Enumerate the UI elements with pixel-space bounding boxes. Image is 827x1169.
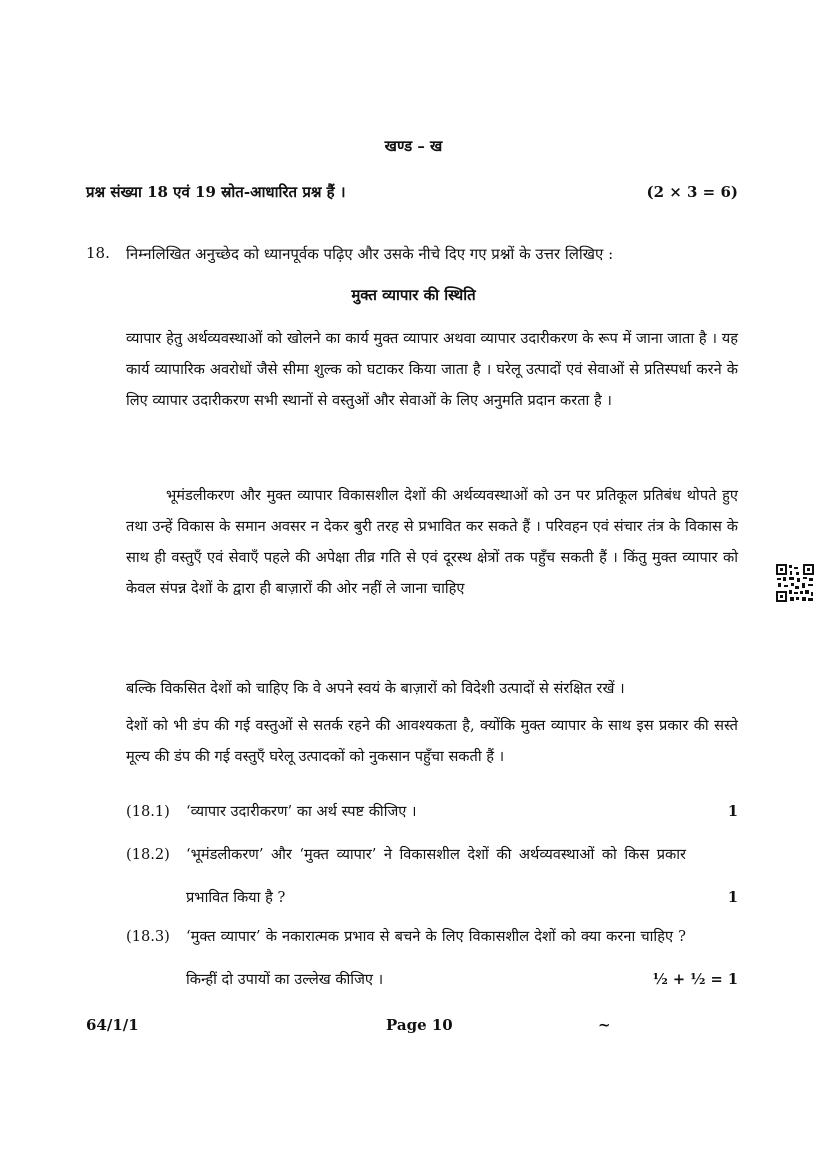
subquestion-number: (18.1) — [126, 803, 170, 820]
subquestion-18-2 — [126, 833, 738, 919]
passage-paragraph-4: देशों को भी डंप की गई वस्तुओं से सतर्क रहने की आवश्यकता है, क्योंकि मुक्त व्यापार के साथ इस प्रकार की सस्ते मूल्य की डंप की गई वस्तुएँ घरेलू उत्पादकों को नुकसान पहुँचा सकती हैं । — [126, 717, 738, 765]
section-title: खण्ड – ख — [384, 137, 443, 155]
page-number: Page 10 — [386, 1016, 453, 1034]
question-number: 18. — [86, 244, 110, 262]
subquestion-text: ‘मुक्त व्यापार’ के नकारात्मक प्रभाव से बचने के लिए विकासशील देशों को क्या करना चाहिए ? किन्हीं दो उपायों का उल्लेख कीजिए । — [186, 928, 686, 988]
subquestion-18-3 — [126, 915, 738, 1001]
instructions-row — [86, 180, 738, 204]
passage-paragraph-2: भूमंडलीकरण और मुक्त व्यापार विकासशील देशों की अर्थव्यवस्थाओं को उन पर प्रतिकूल प्रतिबंध थोपते हुए तथा उन्हें विकास के समान अवसर न देकर बुरी तरह से प्रभावित कर सकते हैं । परिवहन एवं संचार तंत्र के विकास के साथ ही वस्तुएँ एवं सेवाएँ पहले की अपेक्षा तीव्र गति से एवं दूरस्थ क्षेत्रों तक पहुँच सकती हैं । किंतु मुक्त व्यापार को केवल संपन्न देशों के द्वारा ही बाज़ारों की ओर नहीं ले जाना चाहिए — [126, 487, 738, 597]
passage-title: मुक्त व्यापार की स्थिति — [351, 286, 476, 304]
passage-paragraph-3: बल्कि विकसित देशों को चाहिए कि वे अपने स्वयं के बाज़ारों को विदेशी उत्पादों से संरक्षित रखें । — [126, 680, 625, 697]
paper-code: 64/1/1 — [86, 1016, 139, 1034]
subquestion-text: ‘भूमंडलीकरण’ और ‘मुक्त व्यापार’ ने विकासशील देशों की अर्थव्यवस्थाओं को किस प्रकार प्रभावित किया है ? — [186, 846, 686, 906]
subquestion-number: (18.2) — [126, 846, 170, 863]
subquestion-marks: ½ + ½ = 1 — [652, 971, 738, 988]
qr-code-icon — [775, 563, 815, 603]
passage-paragraph-1: व्यापार हेतु अर्थव्यवस्थाओं को खोलने का कार्य मुक्त व्यापार अथवा व्यापार उदारीकरण के रूप में जाना जाता है । यह कार्य व्यापारिक अवरोधों जैसे सीमा शुल्क को घटाकर किया जाता है । घरेलू उत्पादों एवं सेवाओं से प्रतिस्पर्धा करने के लिए व्यापार उदारीकरण सभी स्थानों से वस्तुओं और सेवाओं के लिए अनुमति प्रदान करता है । — [126, 330, 738, 409]
page-footer — [86, 1016, 686, 1036]
instructions-marks: (2 × 3 = 6) — [646, 183, 738, 201]
subquestion-marks: 1 — [727, 803, 738, 820]
subquestion-18-1 — [126, 790, 738, 833]
footer-mark: ~ — [598, 1016, 611, 1034]
subquestion-text: ‘व्यापार उदारीकरण’ का अर्थ स्पष्ट कीजिए । — [186, 803, 417, 820]
subquestion-number: (18.3) — [126, 928, 170, 945]
question-text: निम्नलिखित अनुच्छेद को ध्यानपूर्वक पढ़िए और उसके नीचे दिए गए प्रश्नों के उत्तर लिखिए : — [126, 245, 614, 263]
instructions-text: प्रश्न संख्या 18 एवं 19 स्रोत-आधारित प्रश्न हैं । — [86, 183, 346, 201]
subquestion-marks: 1 — [727, 889, 738, 906]
